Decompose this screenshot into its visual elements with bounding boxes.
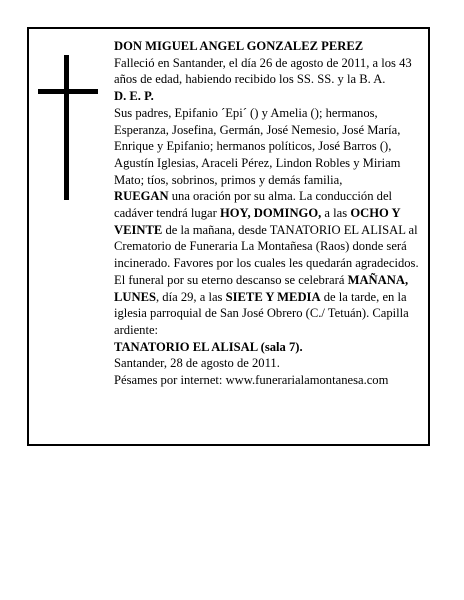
service-text-5: de la tarde, en la iglesia parroquial de San José Obrero (C./ Tetuán). Capilla ardiente: [114,289,409,337]
service-text-4: , día 29, a las [156,289,226,304]
latin-cross-icon [38,55,98,200]
family-list: Sus padres, Epifanio ´Epi´ () y Amelia (); hermanos, Esperanza, Josefina, Germán, José Nemesio, José María, Enrique y Epifanio; hermanos políticos, José Barros (), Agustín Iglesias, Araceli Pérez, Lindon Robles y Miriam Mato; tíos, sobrinos, primos y demás familia, [114,105,401,187]
service-details [114,188,420,338]
service-text-3: de la mañana, desde TANATORIO EL ALISAL al Crematorio de Funeraria La Montañesa (Raos) donde será incinerado. Favores por los cuales les quedarán agradecidos. El funeral por su eterno descanso se celebrará [114,222,419,287]
place-and-date: Santander, 28 de agosto de 2011. [114,356,280,371]
siete-y-media: SIETE Y MEDIA [225,289,321,304]
cross-horizontal-bar [38,89,98,94]
hoy-domingo: HOY, DOMINGO, [219,206,322,221]
manana-lunes: MAÑANA, LUNES [114,272,409,304]
chapel-location: TANATORIO EL ALISAL (sala 7). [114,339,303,354]
obituary-text [114,38,420,389]
ruegan-word: RUEGAN [114,189,169,204]
death-statement: Falleció en Santander, el día 26 de agosto de 2011, a los 43 años de edad, habiendo recibido los SS. SS. y la B. A. [114,55,412,87]
service-text-1: una oración por su alma. La conducción del cadáver tendrá lugar [114,189,393,221]
rip-line: D. E. P. [114,89,154,104]
service-text-2: a las [321,206,351,221]
ocho-y-veinte: OCHO Y VEINTE [114,206,401,237]
condolences-web: Pésames por internet: www.funerarialamontanesa.com [114,373,389,388]
deceased-name: DON MIGUEL ANGEL GONZALEZ PEREZ [114,39,364,53]
cross-vertical-bar [64,55,69,200]
